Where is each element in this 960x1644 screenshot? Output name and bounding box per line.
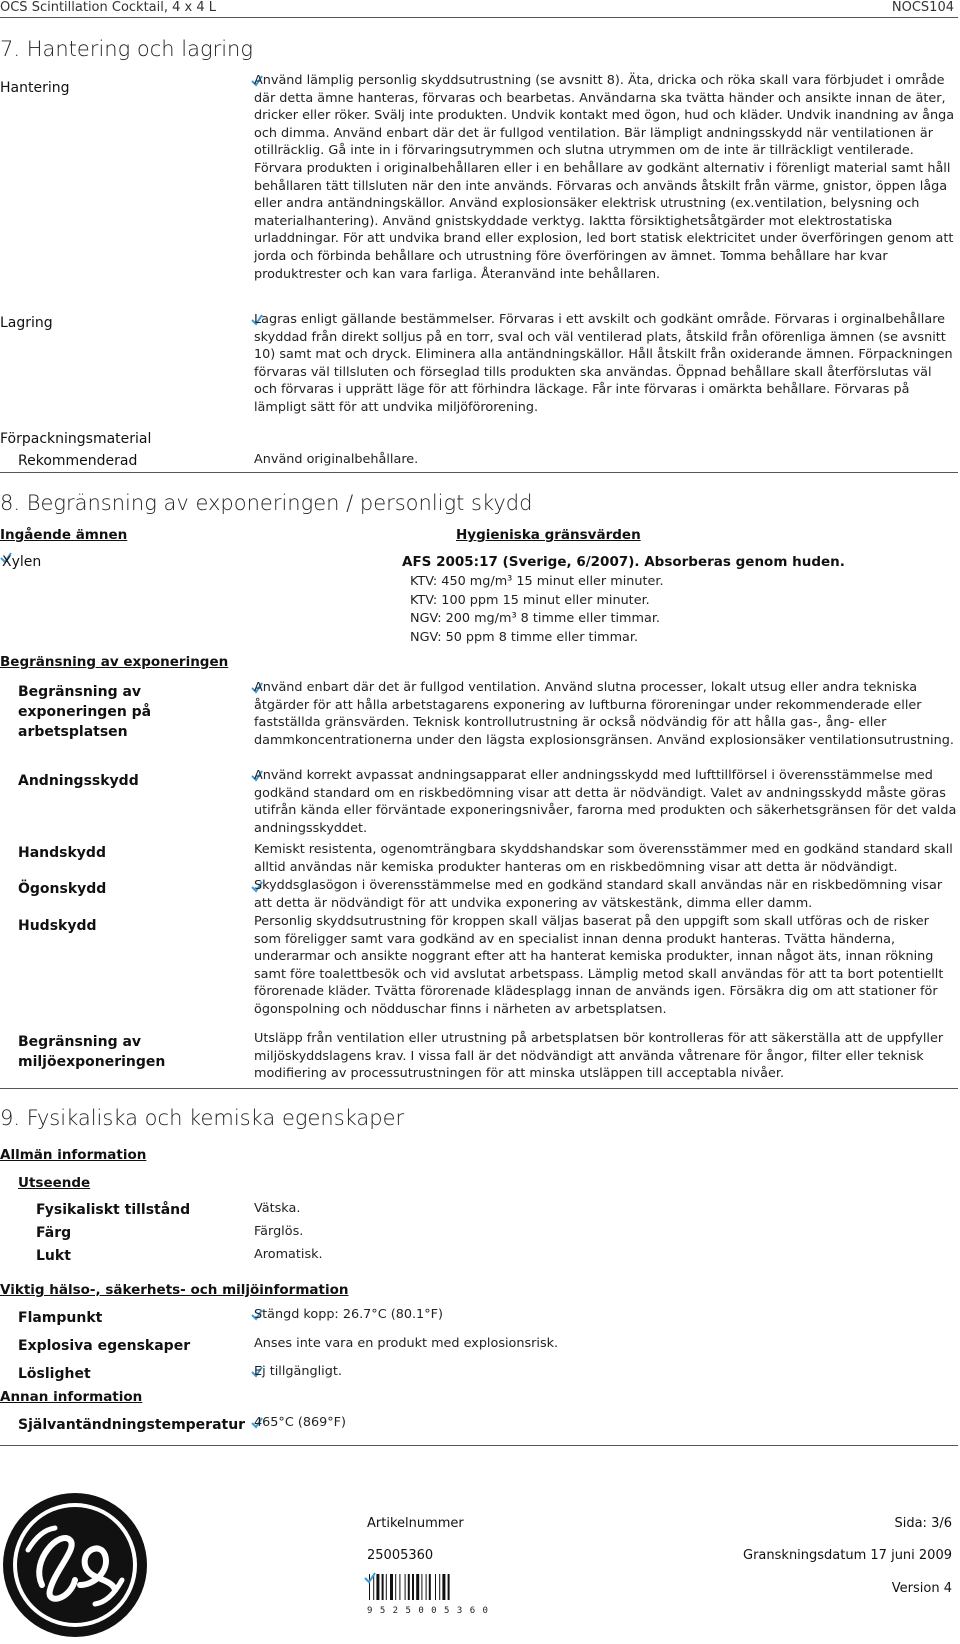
barcode-bar [435, 1574, 436, 1600]
barcode-bar [426, 1574, 427, 1600]
andningsskydd-text: Använd korrekt avpassat andningsapparat eller andningsskydd med lufttillförsel i överensstämmelse med godkänd standard om en riskbedömning visar att detta är nödvändigt. Valet av andningsskydd måste göras utifrån kända eller förväntade exponeringsnivåer, farorna med produkten och säkerhetsgränsen för det valda andningsskyddet. [254, 768, 957, 836]
forpackningsmaterial-label: Förpackningsmaterial [0, 431, 152, 447]
explosiva-value: Anses inte vara en produkt med explosionsrisk. [254, 1336, 559, 1351]
barcode-bar [429, 1574, 431, 1600]
farg-label: Färg [36, 1225, 72, 1241]
miljoexponering-text: Utsläpp från ventilation eller utrustning på arbetsplatsen bör kontrolleras för att säkerställa att de uppfyller miljöskyddslagens krav. I vissa fall är det nödvändigt att använda våtrenare för ångor, filter eller teknisk modifiering av processutrustningen för att minska utsläppen till acceptabla nivåer. [254, 1031, 944, 1082]
page-number: Sida: 3/6 [894, 1516, 952, 1531]
ogonskydd-label: Ögonskydd [18, 881, 107, 897]
hantering-text: Använd lämplig personlig skyddsutrustning (se avsnitt 8). Äta, dricka och röka skall vara förbjudet i område där detta ämne hanteras, förvaras och bearbetas. Användarna ska tvätta händer och ansikte innan de äter, dricker eller röker. Svälj inte produkten. Undvik kontakt med ögon, hud och kläder. Undvik inandning av ånga och dimma. Använd enbart där det är fullgod ventilation. Bär lämpligt andningsskydd när ventilationen är otillräcklig. Gå inte in i förvaringsutrymmen och slutna utrymmen om de inte är tillräckligt ventilerade. Förvara produkten i originalbehållaren eller i en behållare av godkänt alternativ i förenligt material samt håll behållaren tätt tillsluten när den inte används. Förvaras och används åtskilt från värme, gnistor, öppen låga eller andra antändningskällor. Använd explosionsäker elektrisk utrustning (ex.ventilation, belysning och materialhantering). Använd gnistskyddade verktyg. Iaktta försiktighetsåtgärder mot elektrostatiska urladdningar. För att undvika brand eller explosion, led bort statisk elektricitet under överföringen genom att jorda och förbinda behållare och utrustning före överföringen av ämnet. Tomma behållare har kvar produktrester och kan vara farliga. Återanvänd inte behållaren. [254, 73, 955, 282]
granskningsdatum: Granskningsdatum 17 juni 2009 [743, 1548, 952, 1563]
barcode-bar [395, 1574, 396, 1600]
section-7-title: 7. Hantering och lagring [0, 37, 253, 61]
miljoexponering-label: Begränsning av miljöexponeringen [18, 1034, 166, 1070]
ge-logo-icon [0, 1490, 150, 1640]
afs-reference: AFS 2005:17 (Sverige, 6/2007). Absorberas genom huden. [402, 554, 845, 570]
flampunkt-value: Stängd kopp: 26.7°C (80.1°F) [254, 1307, 443, 1322]
substance-name: Xylen [2, 554, 42, 570]
section-8-title: 8. Begränsning av exponeringen / personligt skydd [0, 491, 533, 515]
section-9-title: 9. Fysikaliska och kemiska egenskaper [0, 1106, 405, 1130]
rekommenderad-text: Använd originalbehållare. [254, 452, 419, 467]
allman-heading: Allmän information [0, 1147, 147, 1163]
hygieniska-heading: Hygieniska gränsvärden [456, 527, 641, 543]
barcode-bar [405, 1574, 406, 1600]
fysikaliskt-value: Vätska. [254, 1201, 301, 1216]
limit-value: NGV: 200 mg/m³ 8 timme eller timmar. [410, 611, 660, 626]
artikel-label: Artikelnummer [367, 1516, 464, 1531]
lukt-label: Lukt [36, 1248, 71, 1264]
loslighet-value: Ej tillgängligt. [254, 1364, 342, 1379]
annan-heading: Annan information [0, 1389, 143, 1405]
limit-value: KTV: 100 ppm 15 minut eller minuter. [410, 592, 650, 608]
header-rule [0, 17, 958, 18]
barcode-digits: 9 5 2 5 0 0 5 3 6 0 [367, 1606, 489, 1616]
checkmark-icon [364, 1572, 376, 1584]
barcode-bar [408, 1574, 410, 1600]
andningsskydd-label: Andningsskydd [18, 773, 139, 789]
barcode-bar [386, 1574, 387, 1600]
loslighet-label: Löslighet [18, 1366, 91, 1382]
fysikaliskt-label: Fysikaliskt tillstånd [36, 1202, 191, 1218]
barcode-bar [439, 1574, 440, 1600]
begransning-heading: Begränsning av exponeringen [0, 654, 229, 670]
limit-value: KTV: 450 mg/m³ 15 minut eller minuter. [410, 574, 664, 589]
flampunkt-label: Flampunkt [18, 1310, 103, 1326]
lukt-value: Aromatisk. [254, 1247, 323, 1262]
sjalvantandning-label: Självantändningstemperatur [18, 1417, 246, 1433]
hudskydd-text: Personlig skyddsutrustning för kroppen skall väljas baserat på den uppgift som skall utföras och de risker som föreligger samt vara godkänd av en specialist innan denna produkt hanteras. Tvätta händerna, underarmar och ansikte noggrant efter att ha hanterat kemiska produkter, innan något äts, innan rökning samt före toalettbesök och vid avslutat arbetspass. Lämplig metod skall användas för att ta bort potentiellt förorenade kläder. Tvätta förorenade klädesplagg innan de används igen. Försäkra dig om att stationer för ögonspolning och nödduschar finns i närheten av arbetsplatsen. [254, 914, 944, 1017]
artikel-value: 25005360 [367, 1548, 434, 1563]
barcode-bar [412, 1574, 414, 1600]
barcode-bar [376, 1574, 379, 1600]
barcode-bar [442, 1574, 445, 1600]
hantering-label: Hantering [0, 80, 70, 96]
barcode [367, 1574, 497, 1616]
lagring-label: Lagring [0, 315, 53, 331]
barcode-bar [390, 1574, 393, 1600]
doc-product-name: OCS Scintillation Cocktail, 4 x 4 L [0, 0, 217, 15]
barcode-bar [421, 1574, 422, 1600]
utseende-heading: Utseende [18, 1175, 91, 1191]
arbetsplats-label: Begränsning av exponeringen på arbetsplatsen [18, 684, 152, 740]
explosiva-label: Explosiva egenskaper [18, 1338, 191, 1354]
section-9-rule [0, 1445, 958, 1446]
section-8-rule [0, 1088, 958, 1089]
handskydd-text: Kemiskt resistenta, ogenomträngbara skyddshandskar som överensstämmer med en godkänd standard skall alltid användas när kemiska produkter hanteras om en riskbedömning visar att detta är nödvändigt. [254, 842, 953, 875]
barcode-bar [399, 1574, 400, 1600]
barcode-bar [416, 1574, 419, 1600]
barcode-bar [382, 1574, 384, 1600]
barcode-bar [448, 1574, 450, 1600]
section-7-rule [0, 472, 958, 473]
limit-value: NGV: 50 ppm 8 timme eller timmar. [410, 629, 639, 645]
ogonskydd-text: Skyddsglasögon i överensstämmelse med en godkänd standard skall användas när en riskbedömning visar att detta är nödvändigt för att undvika exponering av vätskestänk, dimma eller damm. [254, 878, 943, 911]
arbetsplats-text: Använd enbart där det är fullgod ventilation. Använd slutna processer, lokalt utsug eller andra tekniska åtgärder för att hålla arbetstagarens exponering av luftburna föroreningar under rekommenderade eller fastställda gränsvärden. Teknisk kontrollutrustning är också nödvändig för att hålla gas-, ång- eller dammkoncentrationerna under den lägsta explosionsgränsen. Använd explosionsäker ventilationsutrustning. [254, 680, 954, 748]
viktig-heading: Viktig hälso-, säkerhets- och miljöinformation [0, 1282, 349, 1298]
ingaende-heading: Ingående ämnen [0, 527, 128, 543]
rekommenderad-label: Rekommenderad [18, 453, 138, 469]
sjalvantandning-value: 465°C (869°F) [254, 1415, 346, 1430]
handskydd-label: Handskydd [18, 845, 106, 861]
limit-list [410, 573, 664, 647]
farg-value: Färglös. [254, 1224, 304, 1239]
hudskydd-label: Hudskydd [18, 918, 97, 934]
version: Version 4 [891, 1581, 952, 1596]
lagring-text: Lagras enligt gällande bestämmelser. Förvaras i ett avskilt och godkänt område. Förvaras i orginalbehållare skyddad från direkt solljus på en torr, sval och väl ventilerad plats, åtskild från oförenliga ämnen (se avsnitt 10) samt mat och dryck. Eliminera alla antändningskällor. Håll åtskilt från oxiderande ämnen. Förpackningen förvaras väl tillsluten och förseglad tills produkten ska användas. Öppnad behållare skall återförslutas väl och förvaras i upprätt läge för att förhindra läckage. Får inte förvaras i omärkta behållare. Förvaras på lämpligt sätt för att undvika miljöförorening. [254, 312, 953, 415]
doc-code: NOCS104 [891, 0, 954, 15]
